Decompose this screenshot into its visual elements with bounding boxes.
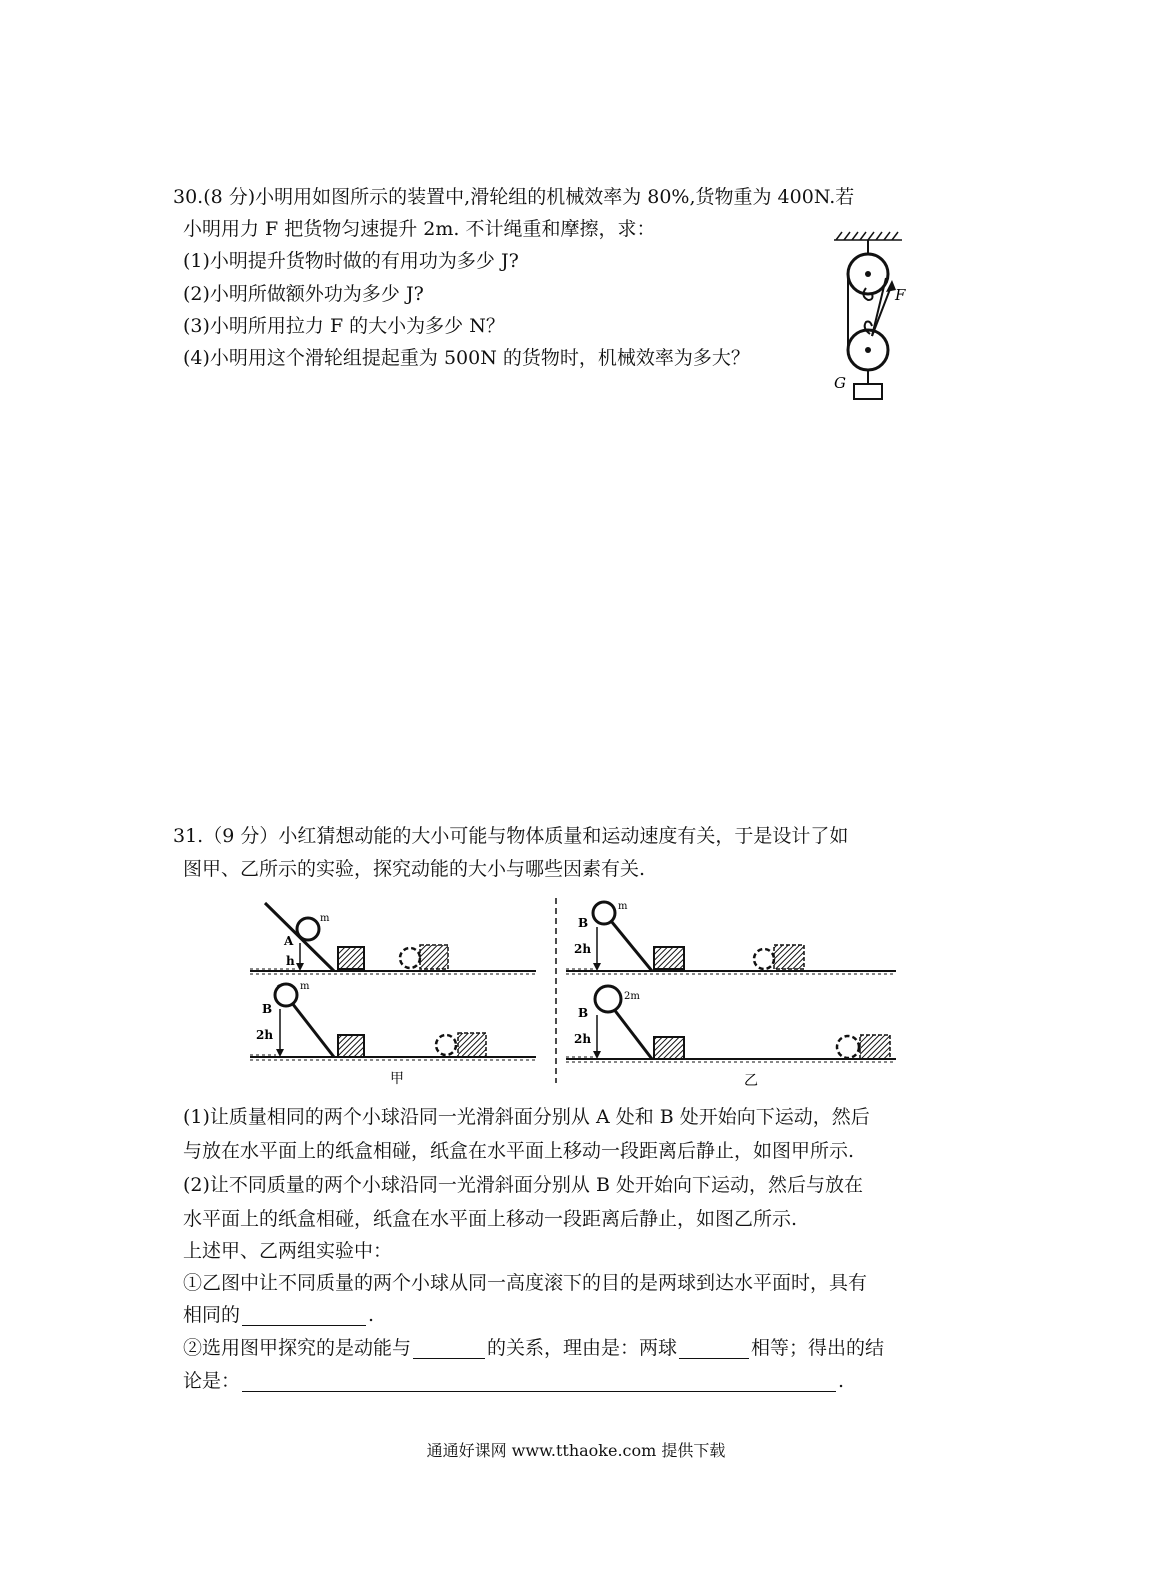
paper-box (338, 1035, 364, 1057)
pulley-figure (820, 228, 930, 408)
ball-m (593, 902, 615, 924)
q31-answer-1-line1: ①乙图中让不同质量的两个小球从同一高度滚下的目的是两球到达水平面时，具有 (183, 1272, 868, 1294)
ball-b (275, 984, 297, 1006)
answer-blank-4[interactable] (242, 1373, 836, 1392)
panel-right-top (566, 901, 896, 974)
answer-blank-1[interactable] (242, 1307, 366, 1326)
answer-blank-3[interactable] (679, 1340, 749, 1359)
panel-right-bottom (566, 986, 896, 1089)
label-a: A (284, 934, 294, 948)
moved-box (420, 945, 448, 969)
q31-stem-line1: 31.（9 分）小红猜想动能的大小可能与物体质量和运动速度有关，于是设计了如 (173, 825, 849, 847)
q31-answer-2-line1 (183, 1337, 884, 1359)
q31-paragraph-1-line2: 与放在水平面上的纸盒相碰，纸盒在水平面上移动一段距离后静止，如图甲所示. (183, 1140, 855, 1162)
label-mass-m: m (618, 901, 628, 912)
q31-answer-1-line2 (183, 1304, 374, 1326)
answer-2-prefix: 论是： (183, 1370, 241, 1392)
paper-box (654, 1037, 684, 1059)
kinetic-energy-figure (240, 893, 910, 1093)
panel-left-top (250, 903, 536, 974)
label-mass-m: m (300, 981, 310, 992)
q30-sub-question-2: (2)小明所做额外功为多少 J? (183, 283, 424, 305)
label-b: B (578, 1006, 589, 1020)
ghost-ball (754, 949, 774, 969)
ghost-ball (837, 1036, 859, 1058)
caption-jia: 甲 (390, 1071, 404, 1087)
q30-stem-line2: 小明用力 F 把货物匀速提升 2m. 不计绳重和摩擦，求： (183, 218, 656, 240)
ball-a (297, 918, 319, 940)
paper-box (654, 947, 684, 969)
ball-2m (595, 986, 621, 1012)
cargo-block (854, 384, 882, 399)
panel-left-bottom (250, 981, 536, 1087)
answer-blank-2[interactable] (413, 1340, 485, 1359)
answer-2-suffix: . (838, 1370, 845, 1392)
q30-sub-question-1: (1)小明提升货物时做的有用功为多少 J? (183, 250, 519, 272)
q31-paragraph-3: 上述甲、乙两组实验中： (183, 1240, 393, 1262)
hook-lower (865, 322, 872, 335)
moved-box (860, 1035, 890, 1059)
force-label: F (895, 286, 906, 304)
q31-paragraph-2-line2: 水平面上的纸盒相碰，纸盒在水平面上移动一段距离后静止，如图乙所示. (183, 1208, 798, 1230)
q30-sub-question-3: (3)小明所用拉力 F 的大小为多少 N？ (183, 315, 505, 337)
moved-box (458, 1033, 486, 1057)
weight-label: G (834, 374, 846, 392)
ceiling-hatch (834, 232, 902, 240)
q31-paragraph-1-line1: (1)让质量相同的两个小球沿同一光滑斜面分别从 A 处和 B 处开始向下运动，然后 (183, 1106, 870, 1128)
answer-2-part1: ②选用图甲探究的是动能与 (183, 1337, 412, 1359)
answer-2-part2: 的关系，理由是：两球 (487, 1337, 678, 1359)
label-mass-2m: 2m (624, 991, 640, 1002)
label-h: h (286, 954, 295, 968)
label-2h: 2h (574, 1032, 592, 1046)
q31-stem-line2: 图甲、乙所示的实验，探究动能的大小与哪些因素有关. (183, 858, 646, 880)
label-b: B (262, 1002, 273, 1016)
page-footer: 通通好课网 www.tthaoke.com 提供下载 (426, 1441, 726, 1460)
paper-box (338, 947, 364, 969)
moved-box (774, 945, 804, 969)
answer-1-suffix: . (368, 1304, 375, 1326)
answer-1-prefix: 相同的 (183, 1304, 241, 1326)
label-b: B (578, 916, 589, 930)
caption-yi: 乙 (744, 1073, 758, 1089)
q31-answer-2-line2 (183, 1370, 844, 1392)
q30-stem-line1: 30.(8 分)小明用如图所示的装置中,滑轮组的机械效率为 80%,货物重为 400N.若 (173, 186, 855, 208)
label-2h: 2h (256, 1028, 274, 1042)
label-mass-m: m (320, 913, 330, 924)
ghost-ball (436, 1035, 456, 1055)
q30-sub-question-4: (4)小明用这个滑轮组提起重为 500N 的货物时，机械效率为多大？ (183, 347, 750, 369)
answer-2-part3: 相等；得出的结 (751, 1337, 885, 1359)
q31-paragraph-2-line1: (2)让不同质量的两个小球沿同一光滑斜面分别从 B 处开始向下运动，然后与放在 (183, 1174, 863, 1196)
label-2h: 2h (574, 942, 592, 956)
ghost-ball (400, 948, 420, 968)
